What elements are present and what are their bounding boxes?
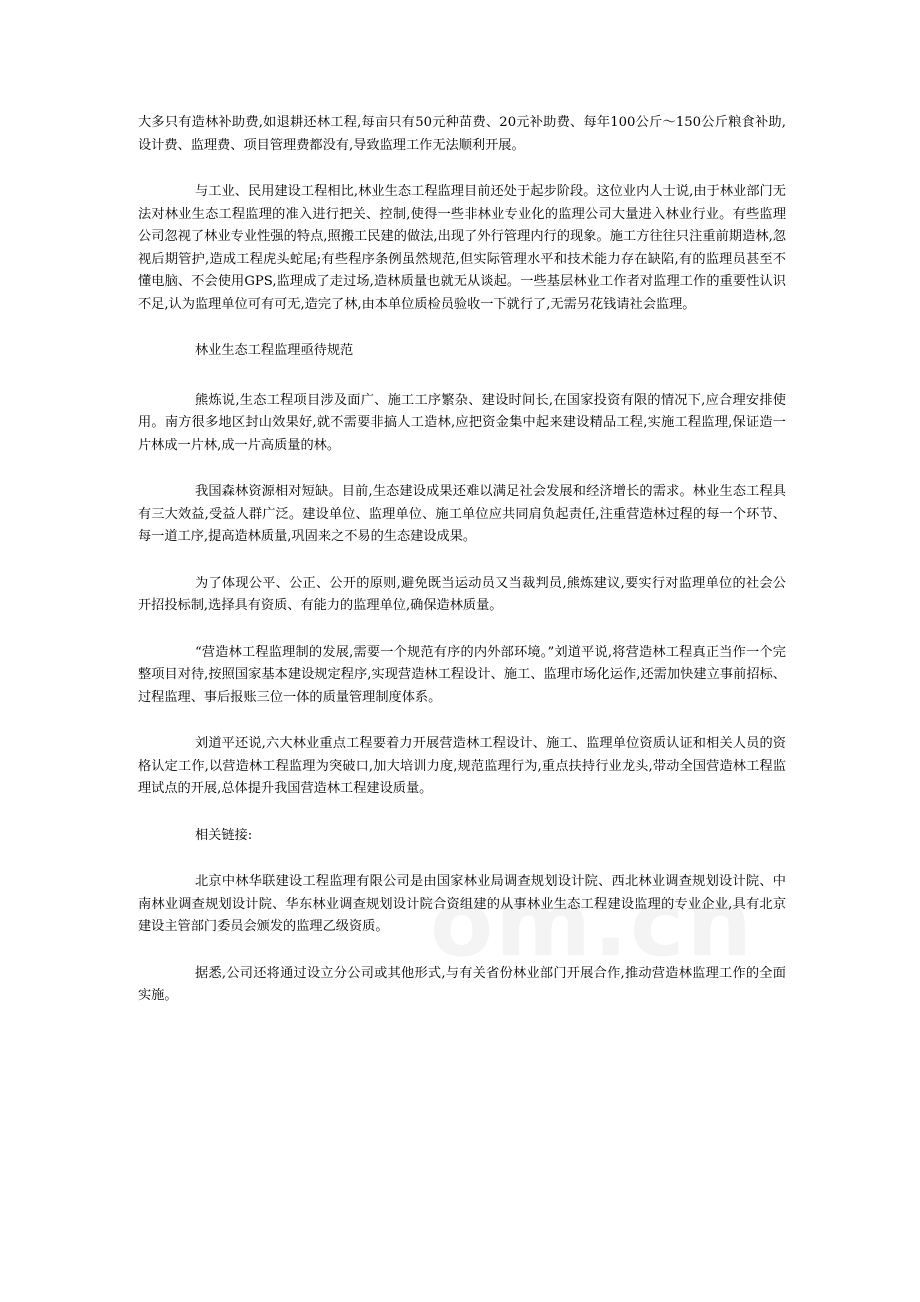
paragraph-company-plans: 据悉,公司还将通过设立分公司或其他形式,与有关省份林业部门开展合作,推动营造林监理工作的全面实施。 [138, 965, 786, 1003]
document-body [138, 112, 786, 1032]
paragraph-forest-resources: 我国森林资源相对短缺。目前,生态建设成果还难以满足社会发展和经济增长的需求。林业生态工程具有三大效益,受益人群广泛。建设单位、监理单位、施工单位应共同肩负起责任,注重营造林过程的每一个环节、每一道工序,提高造林质量,巩固来之不易的生态建设成果。 [138, 484, 786, 544]
paragraph-liu-daoping-more: 刘道平还说,六大林业重点工程要着力开展营造林工程设计、施工、监理单位资质认证和相关人员的资格认定工作,以营造林工程监理为突破口,加大培训力度,规范监理行为,重点扶持行业龙头,带动全国营造林工程监理试点的开展,总体提升我国营造林工程建设质量。 [138, 736, 786, 796]
paragraph-monitoring-stage: 与工业、民用建设工程相比,林业生态工程监理目前还处于起步阶段。这位业内人士说,由于林业部门无法对林业生态工程监理的准入进行把关、控制,使得一些非林业专业化的监理公司大量进入林业行业。有些监理公司忽视了林业专业性强的特点,照搬工民建的做法,出现了外行管理内行的现象。施工方往往只注重前期造林,忽视后期管护,造成工程虎头蛇尾;有些程序条例虽然规范,但实际管理水平和技术能力存在缺陷,有的监理员甚至不懂电脑、不会使用GPS,监理成了走过场,造林质量也就无从谈起。一些基层林业工作者对监理工作的重要性认识不足,认为监理单位可有可无,造完了林,由本单位质检员验收一下就行了,无需另花钱请社会监理。 [138, 184, 786, 312]
paragraph-continuation: 大多只有造林补助费,如退耕还林工程,每亩只有50元种苗费、20元补助费、每年100公斤～150公斤粮食补助,设计费、监理费、项目管理费都没有,导致监理工作无法顺利开展。 [138, 115, 786, 153]
paragraph-company-intro: 北京中林华联建设工程监理有限公司是由国家林业局调查规划设计院、西北林业调查规划设计院、中南林业调查规划设计院、华东林业调查规划设计院合资组建的从事林业生态工程建设监理的专业企业,具有北京建设主管部门委员会颁发的监理乙级资质。 [138, 874, 786, 934]
paragraph-xiong-lian: 熊炼说,生态工程项目涉及面广、施工工序繁杂、建设时间长,在国家投资有限的情况下,应合理安排使用。南方很多地区封山效果好,就不需要非搞人工造林,应把资金集中起来建设精品工程,实施工程监理,保证造一片林成一片林,成一片高质量的林。 [138, 392, 786, 453]
paragraph-public-bidding: 为了体现公平、公正、公开的原则,避免既当运动员又当裁判员,熊炼建议,要实行对监理单位的社会公开招投标制,选择具有资质、有能力的监理单位,确保造林质量。 [138, 575, 786, 613]
section-heading: 林业生态工程监理亟待规范 [195, 343, 354, 358]
paragraph-liu-daoping-quote: “营造林工程监理制的发展,需要一个规范有序的内外部环境。”刘道平说,将营造林工程真正当作一个完整项目对待,按照国家基本建设规定程序,实现营造林工程设计、施工、监理市场化运作,还需加快建立事前招标、过程监理、事后报账三位一体的质量管理制度体系。 [138, 644, 786, 705]
related-links-label: 相关链接: [195, 827, 253, 843]
